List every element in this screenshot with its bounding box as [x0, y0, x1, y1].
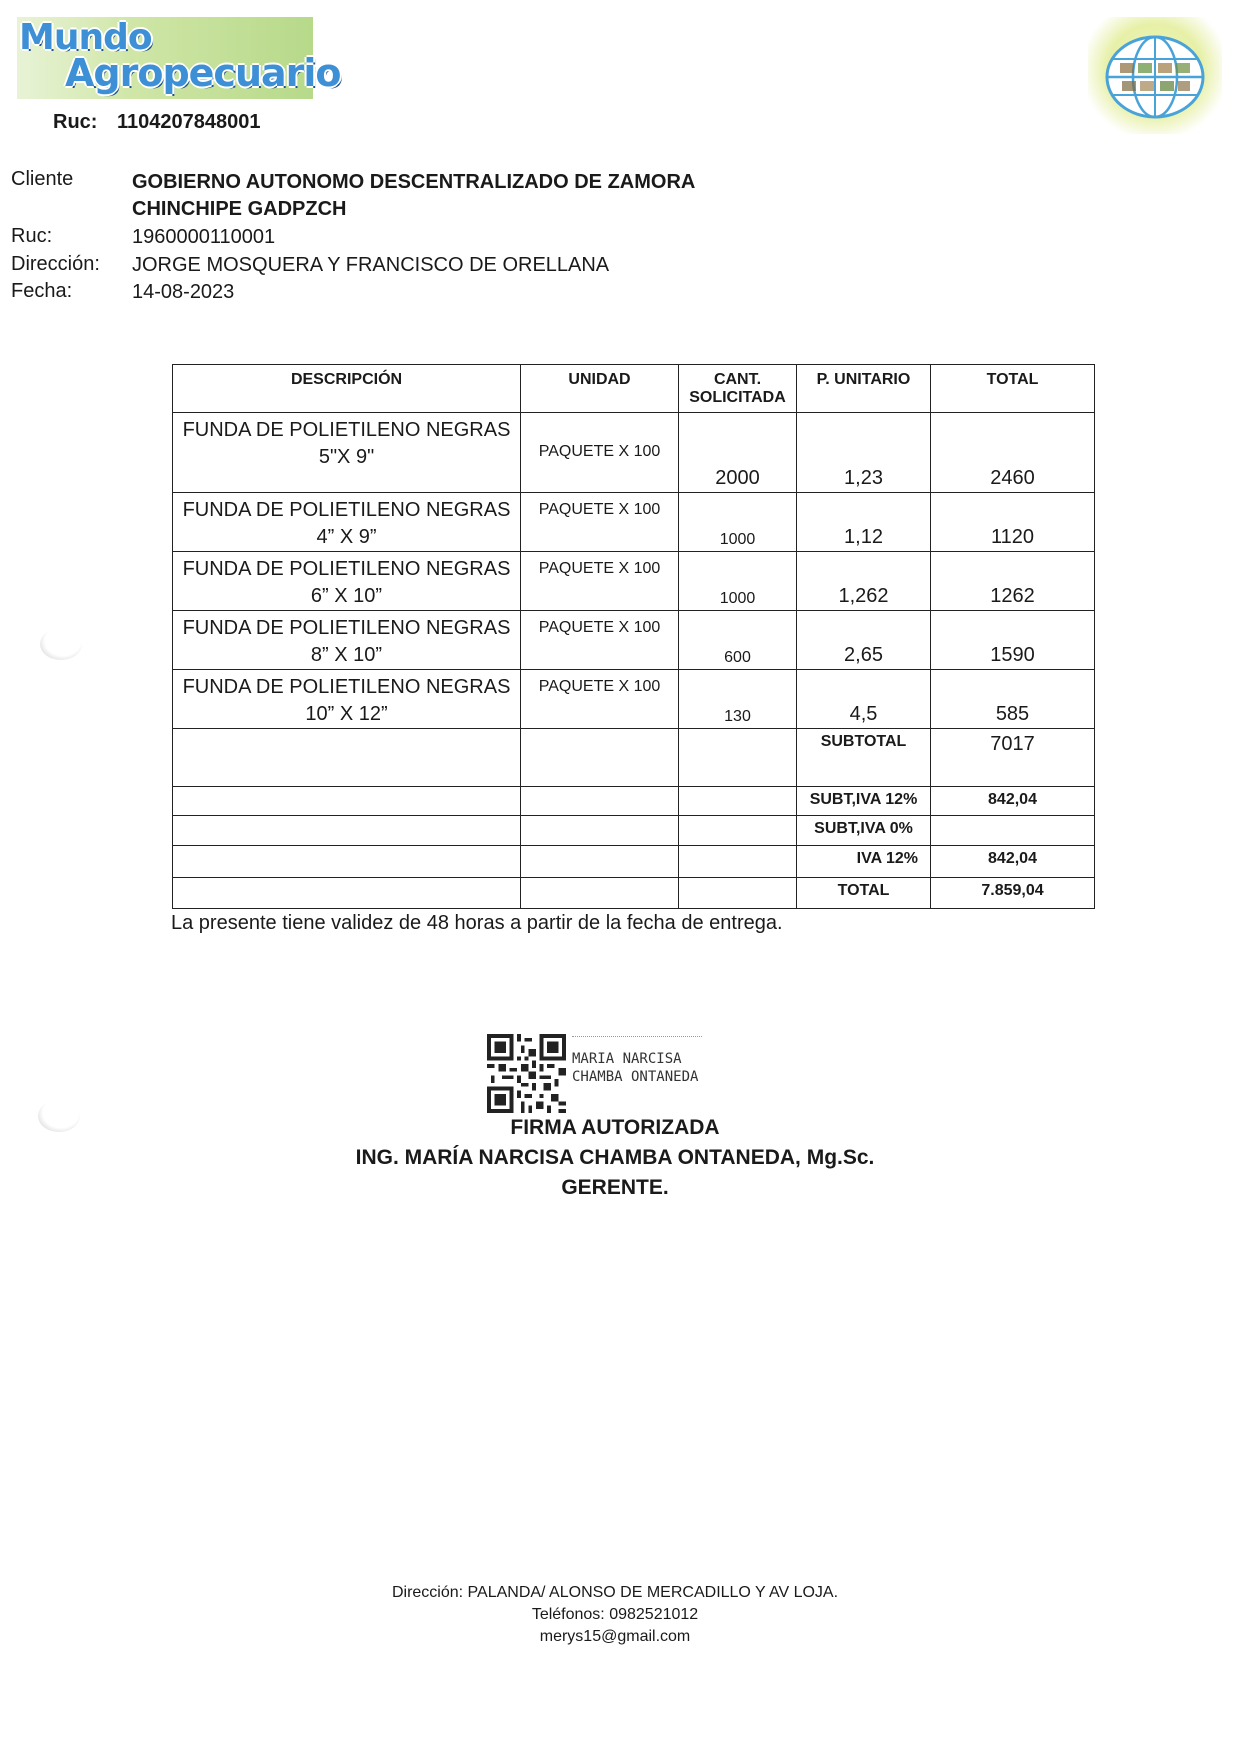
row-description-line2: 4” X 9”: [316, 526, 377, 548]
table-row: [173, 552, 1095, 611]
signature-stamp: [572, 1050, 698, 1086]
company-logo: [17, 17, 341, 99]
client-address-value: JORGE MOSQUERA Y FRANCISCO DE ORELLANA: [132, 254, 610, 276]
row-description-line2: 6” X 10”: [310, 585, 383, 607]
header-quantity: [679, 365, 797, 413]
subt-iva0-row: [173, 816, 1095, 846]
iva12-label: IVA 12%: [797, 846, 931, 878]
row-description-line2: 10” X 12”: [305, 703, 388, 725]
row-description-line2: 5"X 9": [318, 446, 375, 468]
row-unit-price: 1,23: [797, 413, 931, 493]
header-quantity-line1: CANT.: [713, 371, 762, 388]
footer-phone: Teléfonos: 0982521012: [531, 1606, 699, 1623]
row-unit: PAQUETE X 100: [521, 493, 679, 552]
signer-name: ING. MARÍA NARCISA CHAMBA ONTANEDA, Mg.Sc.: [355, 1146, 875, 1169]
row-description: [173, 552, 521, 611]
client-ruc-label: Ruc:: [11, 225, 53, 247]
row-unit: PAQUETE X 100: [521, 552, 679, 611]
signature-stamp-line2: CHAMBA ONTANEDA: [572, 1069, 699, 1085]
client-label: Cliente: [11, 168, 74, 190]
client-date-value: 14-08-2023: [132, 281, 235, 303]
row-unit-price: 1,12: [797, 493, 931, 552]
row-unit-price: 2,65: [797, 611, 931, 670]
header-quantity-line2: SOLICITADA: [689, 389, 786, 406]
subt-iva0-value: [931, 816, 1095, 846]
row-total: 1120: [931, 493, 1095, 552]
row-description: [173, 611, 521, 670]
row-total: 1590: [931, 611, 1095, 670]
row-quantity: 130: [679, 670, 797, 729]
footer-address: Dirección: PALANDA/ ALONSO DE MERCADILLO Y AV LOJA.: [391, 1584, 839, 1601]
subtotal-value: 7017: [931, 729, 1095, 787]
subtotal-row: [173, 729, 1095, 787]
punch-hole-top: [40, 628, 82, 660]
header-unit-price: P. UNITARIO: [797, 365, 931, 413]
company-ruc-value: 1104207848001: [117, 111, 261, 133]
header-unit: UNIDAD: [521, 365, 679, 413]
row-total: 585: [931, 670, 1095, 729]
row-unit-price: 4,5: [797, 670, 931, 729]
company-ruc-label: Ruc:: [53, 111, 98, 133]
footer-email: merys15@gmail.com: [539, 1628, 691, 1645]
table-row: [173, 611, 1095, 670]
table-row: [173, 493, 1095, 552]
iva12-row: [173, 846, 1095, 878]
client-address-label: Dirección:: [11, 253, 100, 275]
row-quantity: 1000: [679, 552, 797, 611]
row-unit: PAQUETE X 100: [521, 611, 679, 670]
row-description: [173, 670, 521, 729]
row-description: [173, 493, 521, 552]
client-ruc-value: 1960000110001: [132, 226, 276, 248]
total-value: 7.859,04: [931, 878, 1095, 909]
row-total: 2460: [931, 413, 1095, 493]
subt-iva12-row: [173, 787, 1095, 816]
row-description-line1: FUNDA DE POLIETILENO NEGRAS: [182, 617, 511, 639]
client-name-line1: GOBIERNO AUTONOMO DESCENTRALIZADO DE ZAMORA: [132, 171, 696, 193]
subtotal-label: SUBTOTAL: [797, 729, 931, 787]
iva12-value: 842,04: [931, 846, 1095, 878]
row-total: 1262: [931, 552, 1095, 611]
subt-iva12-value: 842,04: [931, 787, 1095, 816]
signature-fine-print: [572, 1036, 702, 1041]
signature-title: FIRMA AUTORIZADA: [510, 1116, 720, 1139]
table-row: [173, 670, 1095, 729]
signature-qr-code: [487, 1034, 566, 1113]
total-row: [173, 878, 1095, 909]
header-total: TOTAL: [931, 365, 1095, 413]
header-description: DESCRIPCIÓN: [173, 365, 521, 413]
signer-role: GERENTE.: [561, 1176, 669, 1199]
row-description-line1: FUNDA DE POLIETILENO NEGRAS: [182, 499, 511, 521]
validity-note: La presente tiene validez de 48 horas a partir de la fecha de entrega.: [171, 912, 783, 934]
row-unit: PAQUETE X 100: [521, 413, 679, 493]
signature-stamp-line1: MARIA NARCISA: [572, 1051, 682, 1067]
table-row: [173, 413, 1095, 493]
logo-text-line2: Agropecuario: [65, 51, 341, 95]
total-label: TOTAL: [797, 878, 931, 909]
row-description-line1: FUNDA DE POLIETILENO NEGRAS: [182, 419, 511, 441]
row-unit: PAQUETE X 100: [521, 670, 679, 729]
subt-iva0-label: SUBT,IVA 0%: [797, 816, 931, 846]
row-quantity: 600: [679, 611, 797, 670]
row-description-line1: FUNDA DE POLIETILENO NEGRAS: [182, 558, 511, 580]
subt-iva12-label: SUBT,IVA 12%: [797, 787, 931, 816]
globe-emblem-icon: [1088, 17, 1222, 134]
row-quantity: 2000: [679, 413, 797, 493]
row-quantity: 1000: [679, 493, 797, 552]
logo-text-line1: Mundo: [19, 17, 152, 58]
row-description-line1: FUNDA DE POLIETILENO NEGRAS: [182, 676, 511, 698]
row-unit-price: 1,262: [797, 552, 931, 611]
client-name-line2: CHINCHIPE GADPZCH: [132, 198, 347, 220]
client-date-label: Fecha:: [11, 280, 73, 302]
row-description: [173, 413, 521, 493]
quote-table: [172, 364, 1095, 909]
row-description-line2: 8” X 10”: [310, 644, 383, 666]
table-header-row: [173, 365, 1095, 413]
